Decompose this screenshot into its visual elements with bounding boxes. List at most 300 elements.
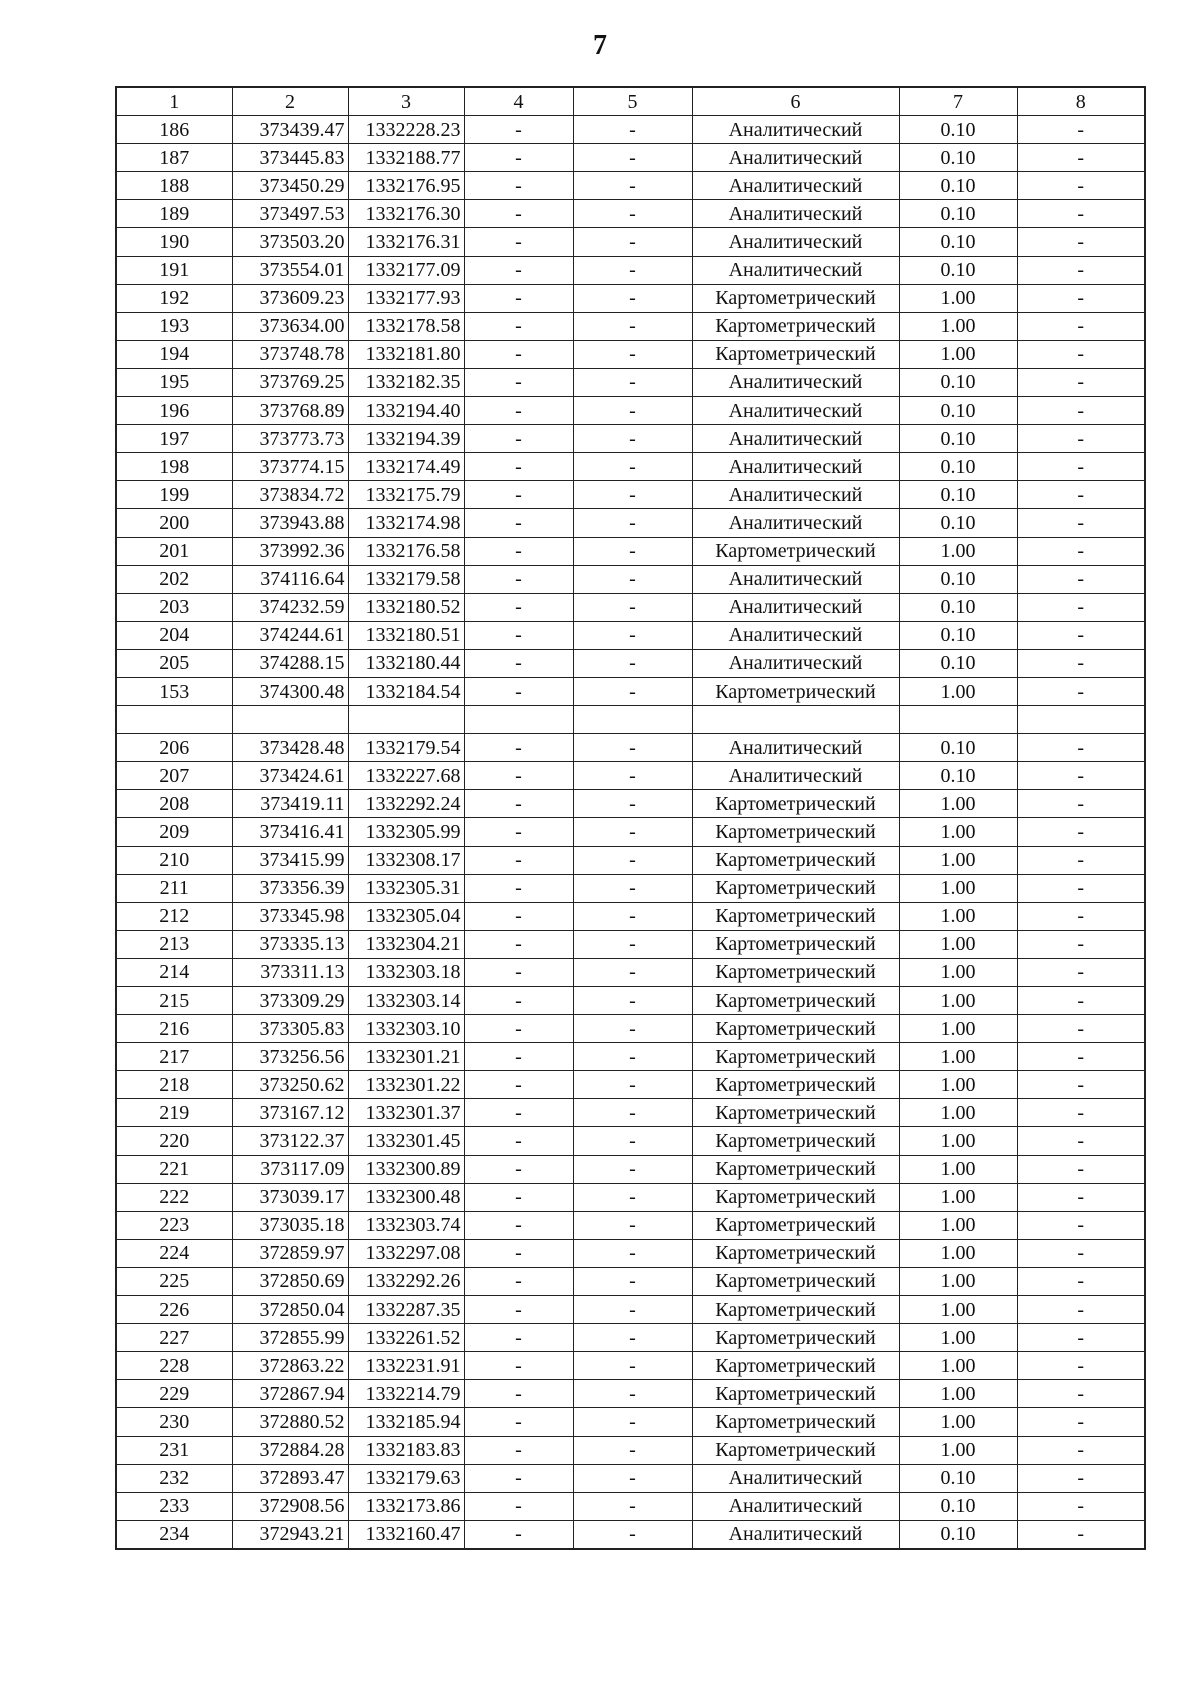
cell-x-coordinate: 373554.01	[232, 256, 348, 284]
cell-accuracy: 0.10	[899, 734, 1017, 762]
cell-accuracy: 0.10	[899, 593, 1017, 621]
cell-col-8: -	[1017, 1211, 1145, 1239]
cell-accuracy: 1.00	[899, 1043, 1017, 1071]
cell-col-4: -	[464, 790, 573, 818]
cell-accuracy: 1.00	[899, 1408, 1017, 1436]
cell-col-5: -	[573, 481, 692, 509]
cell-x-coordinate: 373345.98	[232, 902, 348, 930]
cell-x-coordinate: 373039.17	[232, 1183, 348, 1211]
cell-x-coordinate: 373773.73	[232, 425, 348, 453]
cell-y-coordinate: 1332305.31	[348, 874, 464, 902]
cell-y-coordinate: 1332180.51	[348, 621, 464, 649]
cell-col-8: -	[1017, 790, 1145, 818]
cell-y-coordinate: 1332292.24	[348, 790, 464, 818]
cell-col-4: -	[464, 818, 573, 846]
cell-point-number: 233	[116, 1492, 232, 1520]
cell-accuracy: 1.00	[899, 284, 1017, 312]
cell-col-4: -	[464, 1492, 573, 1520]
cell-method: Картометрический	[692, 790, 899, 818]
table-row	[116, 649, 1145, 677]
cell-method: Картометрический	[692, 846, 899, 874]
cell-y-coordinate: 1332301.45	[348, 1127, 464, 1155]
table-row	[116, 284, 1145, 312]
table-row	[116, 144, 1145, 172]
cell-col-5: -	[573, 1492, 692, 1520]
table-row	[116, 706, 1145, 734]
cell-col-8: -	[1017, 1520, 1145, 1549]
cell-x-coordinate: 372880.52	[232, 1408, 348, 1436]
cell-y-coordinate: 1332176.31	[348, 228, 464, 256]
cell-col-5: -	[573, 987, 692, 1015]
column-header-3: 3	[348, 87, 464, 116]
cell-y-coordinate: 1332185.94	[348, 1408, 464, 1436]
table-row	[116, 397, 1145, 425]
cell-col-4: -	[464, 734, 573, 762]
cell-method: Картометрический	[692, 930, 899, 958]
cell-method: Картометрический	[692, 1239, 899, 1267]
cell-col-8: -	[1017, 621, 1145, 649]
cell-point-number: 215	[116, 987, 232, 1015]
cell-method: Аналитический	[692, 621, 899, 649]
cell-point-number: 218	[116, 1071, 232, 1099]
table-row	[116, 1464, 1145, 1492]
cell-accuracy: 1.00	[899, 958, 1017, 986]
table-row	[116, 1352, 1145, 1380]
cell-accuracy: 0.10	[899, 762, 1017, 790]
cell-method: Аналитический	[692, 1520, 899, 1549]
cell-x-coordinate: 373768.89	[232, 397, 348, 425]
cell-point-number: 216	[116, 1015, 232, 1043]
cell-accuracy: 0.10	[899, 368, 1017, 396]
coordinates-table	[115, 86, 1146, 1550]
cell-x-coordinate: 373035.18	[232, 1211, 348, 1239]
cell-accuracy: 0.10	[899, 481, 1017, 509]
cell-col-8: -	[1017, 1099, 1145, 1127]
cell-accuracy: 0.10	[899, 228, 1017, 256]
cell-x-coordinate: 373769.25	[232, 368, 348, 396]
cell-col-4: -	[464, 312, 573, 340]
cell-col-4: -	[464, 1239, 573, 1267]
cell-y-coordinate: 1332228.23	[348, 116, 464, 144]
cell-col-4: -	[464, 1296, 573, 1324]
cell-point-number: 231	[116, 1436, 232, 1464]
cell-accuracy: 1.00	[899, 1324, 1017, 1352]
cell-col-5: -	[573, 397, 692, 425]
cell-col-5: -	[573, 1520, 692, 1549]
cell-col-4: -	[464, 1155, 573, 1183]
cell-col-4: -	[464, 593, 573, 621]
cell-accuracy: 0.10	[899, 144, 1017, 172]
cell-x-coordinate: 374232.59	[232, 593, 348, 621]
cell-col-4: -	[464, 1352, 573, 1380]
cell-accuracy: 1.00	[899, 1380, 1017, 1408]
cell-col-4: -	[464, 649, 573, 677]
cell-x-coordinate: 372850.69	[232, 1267, 348, 1295]
table-row	[116, 1043, 1145, 1071]
cell-col-4: -	[464, 1380, 573, 1408]
cell-col-4: -	[464, 902, 573, 930]
cell-point-number: 202	[116, 565, 232, 593]
cell-y-coordinate: 1332300.89	[348, 1155, 464, 1183]
cell-col-5: -	[573, 874, 692, 902]
cell-col-8: -	[1017, 425, 1145, 453]
cell-col-5: -	[573, 312, 692, 340]
cell-point-number: 212	[116, 902, 232, 930]
cell-x-coordinate: 373748.78	[232, 340, 348, 368]
cell-method: Картометрический	[692, 1267, 899, 1295]
cell-y-coordinate: 1332178.58	[348, 312, 464, 340]
table-row	[116, 340, 1145, 368]
cell-y-coordinate	[348, 706, 464, 734]
cell-accuracy: 1.00	[899, 818, 1017, 846]
cell-accuracy: 1.00	[899, 1071, 1017, 1099]
cell-y-coordinate: 1332231.91	[348, 1352, 464, 1380]
cell-col-4: -	[464, 284, 573, 312]
cell-x-coordinate: 373445.83	[232, 144, 348, 172]
cell-method: Картометрический	[692, 1211, 899, 1239]
cell-col-4: -	[464, 481, 573, 509]
cell-accuracy: 1.00	[899, 677, 1017, 705]
cell-y-coordinate: 1332300.48	[348, 1183, 464, 1211]
cell-accuracy: 1.00	[899, 846, 1017, 874]
table-row	[116, 621, 1145, 649]
cell-col-5: -	[573, 621, 692, 649]
cell-method: Аналитический	[692, 228, 899, 256]
cell-point-number: 188	[116, 172, 232, 200]
cell-point-number: 227	[116, 1324, 232, 1352]
cell-accuracy: 0.10	[899, 172, 1017, 200]
cell-method: Аналитический	[692, 565, 899, 593]
cell-y-coordinate: 1332305.04	[348, 902, 464, 930]
cell-point-number: 217	[116, 1043, 232, 1071]
table-row	[116, 958, 1145, 986]
cell-y-coordinate: 1332301.21	[348, 1043, 464, 1071]
cell-x-coordinate	[232, 706, 348, 734]
cell-col-4: -	[464, 1464, 573, 1492]
cell-col-8: -	[1017, 987, 1145, 1015]
cell-point-number: 224	[116, 1239, 232, 1267]
cell-y-coordinate: 1332194.39	[348, 425, 464, 453]
cell-col-8: -	[1017, 1043, 1145, 1071]
cell-y-coordinate: 1332177.09	[348, 256, 464, 284]
cell-accuracy	[899, 706, 1017, 734]
table-row	[116, 537, 1145, 565]
table-row	[116, 1183, 1145, 1211]
cell-point-number: 196	[116, 397, 232, 425]
cell-accuracy: 0.10	[899, 649, 1017, 677]
cell-y-coordinate: 1332304.21	[348, 930, 464, 958]
cell-point-number: 210	[116, 846, 232, 874]
cell-col-5: -	[573, 649, 692, 677]
cell-y-coordinate: 1332308.17	[348, 846, 464, 874]
cell-accuracy: 1.00	[899, 1155, 1017, 1183]
cell-y-coordinate: 1332297.08	[348, 1239, 464, 1267]
cell-x-coordinate: 373450.29	[232, 172, 348, 200]
cell-accuracy: 1.00	[899, 902, 1017, 930]
cell-col-4	[464, 706, 573, 734]
cell-point-number	[116, 706, 232, 734]
cell-method: Аналитический	[692, 1464, 899, 1492]
cell-x-coordinate: 373167.12	[232, 1099, 348, 1127]
cell-y-coordinate: 1332303.18	[348, 958, 464, 986]
cell-col-5: -	[573, 509, 692, 537]
cell-x-coordinate: 373250.62	[232, 1071, 348, 1099]
cell-method: Картометрический	[692, 1296, 899, 1324]
cell-col-8: -	[1017, 1296, 1145, 1324]
cell-y-coordinate: 1332180.52	[348, 593, 464, 621]
cell-col-4: -	[464, 1520, 573, 1549]
cell-y-coordinate: 1332261.52	[348, 1324, 464, 1352]
table-row	[116, 1127, 1145, 1155]
cell-x-coordinate: 373439.47	[232, 116, 348, 144]
cell-accuracy: 1.00	[899, 1296, 1017, 1324]
cell-x-coordinate: 373834.72	[232, 481, 348, 509]
cell-col-8: -	[1017, 1492, 1145, 1520]
cell-col-4: -	[464, 1043, 573, 1071]
cell-method: Картометрический	[692, 818, 899, 846]
cell-method: Аналитический	[692, 200, 899, 228]
cell-col-8: -	[1017, 1436, 1145, 1464]
cell-y-coordinate: 1332188.77	[348, 144, 464, 172]
cell-accuracy: 1.00	[899, 930, 1017, 958]
cell-col-5: -	[573, 734, 692, 762]
cell-col-8: -	[1017, 1352, 1145, 1380]
cell-method: Картометрический	[692, 902, 899, 930]
cell-x-coordinate: 373305.83	[232, 1015, 348, 1043]
cell-col-4: -	[464, 368, 573, 396]
cell-point-number: 230	[116, 1408, 232, 1436]
cell-col-8: -	[1017, 144, 1145, 172]
cell-col-4: -	[464, 1015, 573, 1043]
cell-col-8: -	[1017, 593, 1145, 621]
table-row	[116, 1155, 1145, 1183]
table-row	[116, 818, 1145, 846]
cell-col-5: -	[573, 1464, 692, 1492]
column-header-8: 8	[1017, 87, 1145, 116]
table-row	[116, 902, 1145, 930]
cell-col-5: -	[573, 368, 692, 396]
cell-col-4: -	[464, 172, 573, 200]
cell-y-coordinate: 1332181.80	[348, 340, 464, 368]
cell-x-coordinate: 373117.09	[232, 1155, 348, 1183]
cell-method: Картометрический	[692, 284, 899, 312]
cell-point-number: 229	[116, 1380, 232, 1408]
cell-method: Картометрический	[692, 1015, 899, 1043]
cell-method: Картометрический	[692, 987, 899, 1015]
table-row	[116, 312, 1145, 340]
cell-col-5: -	[573, 200, 692, 228]
cell-x-coordinate: 373774.15	[232, 453, 348, 481]
cell-col-8: -	[1017, 902, 1145, 930]
table-row	[116, 509, 1145, 537]
cell-col-5: -	[573, 172, 692, 200]
cell-col-8: -	[1017, 481, 1145, 509]
cell-point-number: 234	[116, 1520, 232, 1549]
cell-col-5: -	[573, 1380, 692, 1408]
table-row	[116, 172, 1145, 200]
table-row	[116, 116, 1145, 144]
cell-point-number: 223	[116, 1211, 232, 1239]
cell-point-number: 219	[116, 1099, 232, 1127]
cell-point-number: 221	[116, 1155, 232, 1183]
table-row	[116, 1520, 1145, 1549]
cell-method: Аналитический	[692, 509, 899, 537]
cell-col-5: -	[573, 1324, 692, 1352]
cell-y-coordinate: 1332227.68	[348, 762, 464, 790]
cell-col-4: -	[464, 256, 573, 284]
cell-method: Аналитический	[692, 734, 899, 762]
cell-accuracy: 0.10	[899, 509, 1017, 537]
cell-col-8: -	[1017, 565, 1145, 593]
cell-point-number: 211	[116, 874, 232, 902]
cell-col-8: -	[1017, 172, 1145, 200]
cell-col-8: -	[1017, 1239, 1145, 1267]
cell-x-coordinate: 373634.00	[232, 312, 348, 340]
cell-accuracy: 1.00	[899, 340, 1017, 368]
cell-col-8: -	[1017, 1408, 1145, 1436]
cell-x-coordinate: 373419.11	[232, 790, 348, 818]
cell-col-5: -	[573, 228, 692, 256]
cell-col-8: -	[1017, 537, 1145, 565]
cell-point-number: 195	[116, 368, 232, 396]
cell-point-number: 200	[116, 509, 232, 537]
cell-col-8: -	[1017, 1071, 1145, 1099]
cell-y-coordinate: 1332214.79	[348, 1380, 464, 1408]
cell-col-4: -	[464, 509, 573, 537]
cell-col-8: -	[1017, 1267, 1145, 1295]
cell-accuracy: 1.00	[899, 1239, 1017, 1267]
cell-y-coordinate: 1332175.79	[348, 481, 464, 509]
cell-y-coordinate: 1332176.58	[348, 537, 464, 565]
cell-col-4: -	[464, 958, 573, 986]
cell-col-8: -	[1017, 453, 1145, 481]
table-row	[116, 790, 1145, 818]
cell-accuracy: 0.10	[899, 116, 1017, 144]
cell-x-coordinate: 373415.99	[232, 846, 348, 874]
cell-x-coordinate: 373309.29	[232, 987, 348, 1015]
cell-col-5: -	[573, 1155, 692, 1183]
cell-x-coordinate: 374116.64	[232, 565, 348, 593]
cell-col-5: -	[573, 537, 692, 565]
cell-col-5: -	[573, 762, 692, 790]
table-row	[116, 256, 1145, 284]
cell-point-number: 208	[116, 790, 232, 818]
cell-col-8: -	[1017, 649, 1145, 677]
cell-point-number: 226	[116, 1296, 232, 1324]
cell-x-coordinate: 372893.47	[232, 1464, 348, 1492]
cell-col-8: -	[1017, 1464, 1145, 1492]
cell-col-4: -	[464, 987, 573, 1015]
cell-col-5: -	[573, 1296, 692, 1324]
cell-method: Картометрический	[692, 1436, 899, 1464]
table-row	[116, 1408, 1145, 1436]
cell-y-coordinate: 1332287.35	[348, 1296, 464, 1324]
cell-col-8: -	[1017, 874, 1145, 902]
cell-accuracy: 1.00	[899, 1352, 1017, 1380]
header-row	[116, 87, 1145, 116]
cell-accuracy: 1.00	[899, 312, 1017, 340]
column-header-1: 1	[116, 87, 232, 116]
cell-y-coordinate: 1332184.54	[348, 677, 464, 705]
cell-y-coordinate: 1332180.44	[348, 649, 464, 677]
cell-col-5: -	[573, 1127, 692, 1155]
cell-y-coordinate: 1332179.63	[348, 1464, 464, 1492]
cell-x-coordinate: 372943.21	[232, 1520, 348, 1549]
cell-point-number: 228	[116, 1352, 232, 1380]
table-row	[116, 565, 1145, 593]
cell-col-5: -	[573, 902, 692, 930]
cell-accuracy: 1.00	[899, 1436, 1017, 1464]
cell-accuracy: 0.10	[899, 453, 1017, 481]
cell-point-number: 207	[116, 762, 232, 790]
cell-col-5: -	[573, 1352, 692, 1380]
cell-accuracy: 1.00	[899, 874, 1017, 902]
cell-x-coordinate: 374300.48	[232, 677, 348, 705]
cell-y-coordinate: 1332179.54	[348, 734, 464, 762]
cell-method: Аналитический	[692, 116, 899, 144]
cell-col-8: -	[1017, 1324, 1145, 1352]
cell-col-8: -	[1017, 368, 1145, 396]
table-row	[116, 1436, 1145, 1464]
cell-col-4: -	[464, 846, 573, 874]
cell-col-8: -	[1017, 958, 1145, 986]
cell-col-5: -	[573, 593, 692, 621]
table-row	[116, 593, 1145, 621]
table-row	[116, 368, 1145, 396]
cell-col-4: -	[464, 1099, 573, 1127]
cell-y-coordinate: 1332173.86	[348, 1492, 464, 1520]
cell-col-5: -	[573, 1043, 692, 1071]
cell-col-5: -	[573, 1183, 692, 1211]
cell-col-4: -	[464, 537, 573, 565]
cell-accuracy: 1.00	[899, 1183, 1017, 1211]
cell-x-coordinate: 373256.56	[232, 1043, 348, 1071]
table-row	[116, 1099, 1145, 1127]
cell-x-coordinate: 372855.99	[232, 1324, 348, 1352]
cell-method: Картометрический	[692, 1380, 899, 1408]
cell-x-coordinate: 372867.94	[232, 1380, 348, 1408]
cell-method: Аналитический	[692, 144, 899, 172]
cell-point-number: 187	[116, 144, 232, 172]
table-row	[116, 453, 1145, 481]
table-row	[116, 1492, 1145, 1520]
cell-y-coordinate: 1332303.74	[348, 1211, 464, 1239]
cell-col-5: -	[573, 565, 692, 593]
cell-accuracy: 1.00	[899, 1211, 1017, 1239]
cell-accuracy: 1.00	[899, 987, 1017, 1015]
table-row	[116, 425, 1145, 453]
cell-x-coordinate: 374244.61	[232, 621, 348, 649]
cell-col-5: -	[573, 846, 692, 874]
cell-col-8: -	[1017, 340, 1145, 368]
cell-method: Картометрический	[692, 1043, 899, 1071]
cell-method: Аналитический	[692, 481, 899, 509]
cell-col-8: -	[1017, 1015, 1145, 1043]
cell-col-5: -	[573, 1436, 692, 1464]
cell-col-5: -	[573, 425, 692, 453]
cell-col-8: -	[1017, 397, 1145, 425]
cell-point-number: 206	[116, 734, 232, 762]
cell-x-coordinate: 372908.56	[232, 1492, 348, 1520]
cell-point-number: 199	[116, 481, 232, 509]
table-row	[116, 481, 1145, 509]
cell-col-4: -	[464, 1267, 573, 1295]
cell-col-5: -	[573, 284, 692, 312]
cell-col-4: -	[464, 144, 573, 172]
cell-col-5: -	[573, 1015, 692, 1043]
cell-point-number: 201	[116, 537, 232, 565]
cell-col-4: -	[464, 397, 573, 425]
